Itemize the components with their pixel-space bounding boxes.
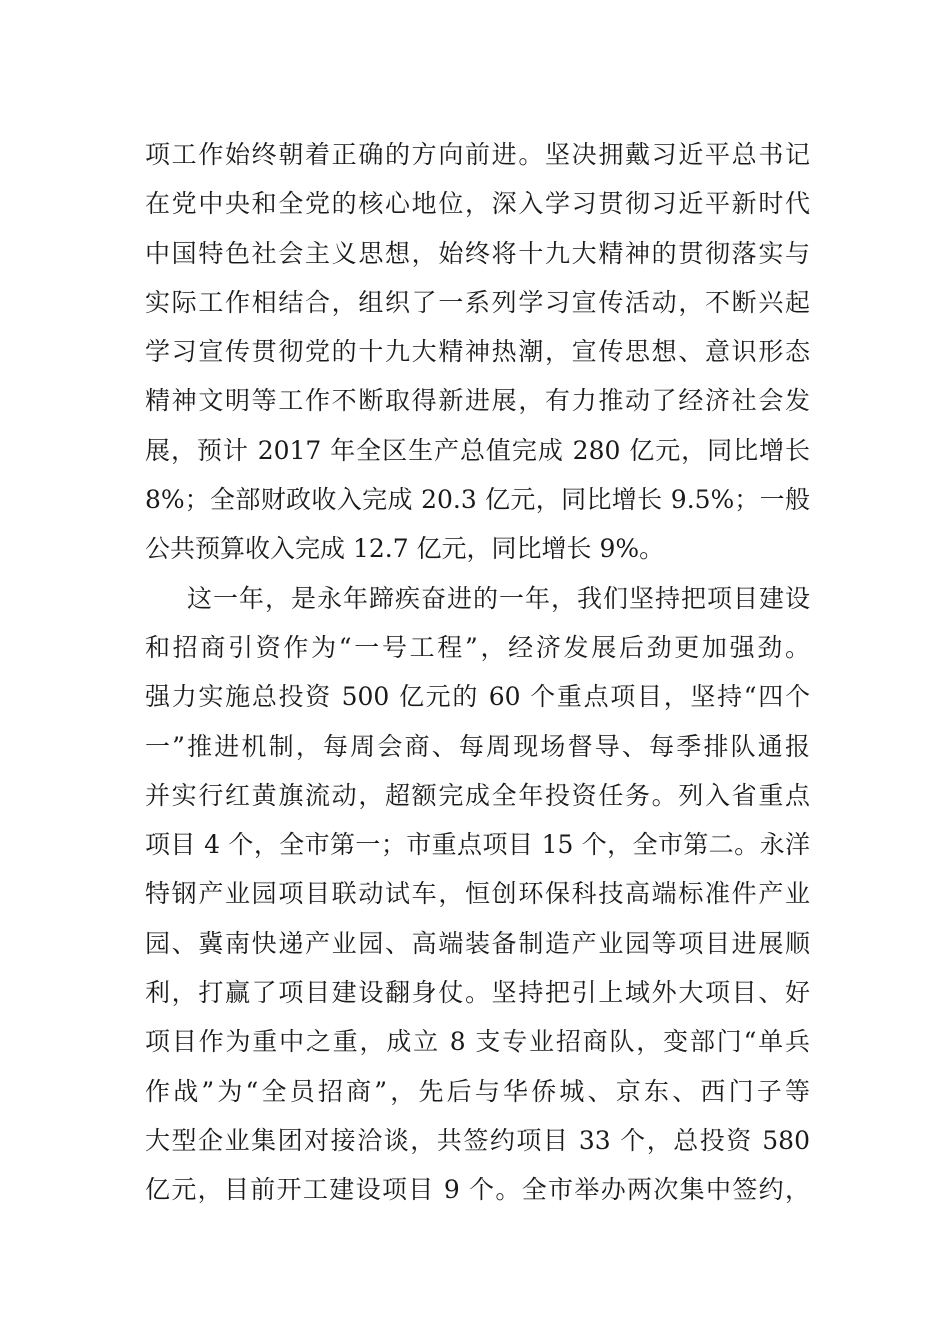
text-line: 项目 4 个，全市第一；市重点项目 15 个，全市第二。永洋 xyxy=(145,830,810,860)
text-line: 学习宣传贯彻党的十九大精神热潮，宣传思想、意识形态 xyxy=(145,337,810,367)
text-line: 园、冀南快递产业园、高端装备制造产业园等项目进展顺 xyxy=(145,928,810,958)
paragraph-start-line: 这一年，是永年蹄疾奋进的一年，我们坚持把项目建设 xyxy=(187,583,810,613)
text-line: 和招商引资作为“一号工程”，经济发展后劲更加强劲。 xyxy=(145,632,810,662)
text-line: 大型企业集团对接洽谈，共签约项目 33 个，总投资 580 xyxy=(145,1125,810,1155)
text-line: 利，打赢了项目建设翻身仗。坚持把引上域外大项目、好 xyxy=(145,978,810,1008)
text-line: 中国特色社会主义思想，始终将十九大精神的贯彻落实与 xyxy=(145,238,810,268)
text-line: 实际工作相结合，组织了一系列学习宣传活动，不断兴起 xyxy=(145,287,810,317)
text-line: 项目作为重中之重，成立 8 支专业招商队，变部门“单兵 xyxy=(145,1027,810,1057)
text-line: 精神文明等工作不断取得新进展，有力推动了经济社会发 xyxy=(145,386,810,416)
body-text xyxy=(145,130,810,1215)
paragraph-end-line: 公共预算收入完成 12.7 亿元，同比增长 9%。 xyxy=(145,534,665,564)
text-line: 在党中央和全党的核心地位，深入学习贯彻习近平新时代 xyxy=(145,189,810,219)
text-line: 项工作始终朝着正确的方向前进。坚决拥戴习近平总书记 xyxy=(145,140,810,169)
text-line: 展，预计 2017 年全区生产总值完成 280 亿元，同比增长 xyxy=(145,435,810,465)
text-line: 作战”为“全员招商”，先后与华侨城、京东、西门子等 xyxy=(145,1076,810,1106)
text-line: 8%；全部财政收入完成 20.3 亿元，同比增长 9.5%；一般 xyxy=(145,485,810,515)
text-line: 亿元，目前开工建设项目 9 个。全市举办两次集中签约， xyxy=(145,1175,810,1205)
text-line: 特钢产业园项目联动试车，恒创环保科技高端标准件产业 xyxy=(145,879,810,909)
text-line: 一”推进机制，每周会商、每周现场督导、每季排队通报 xyxy=(145,731,810,761)
text-line: 并实行红黄旗流动，超额完成全年投资任务。列入省重点 xyxy=(145,780,810,810)
text-line: 强力实施总投资 500 亿元的 60 个重点项目，坚持“四个 xyxy=(145,682,810,712)
